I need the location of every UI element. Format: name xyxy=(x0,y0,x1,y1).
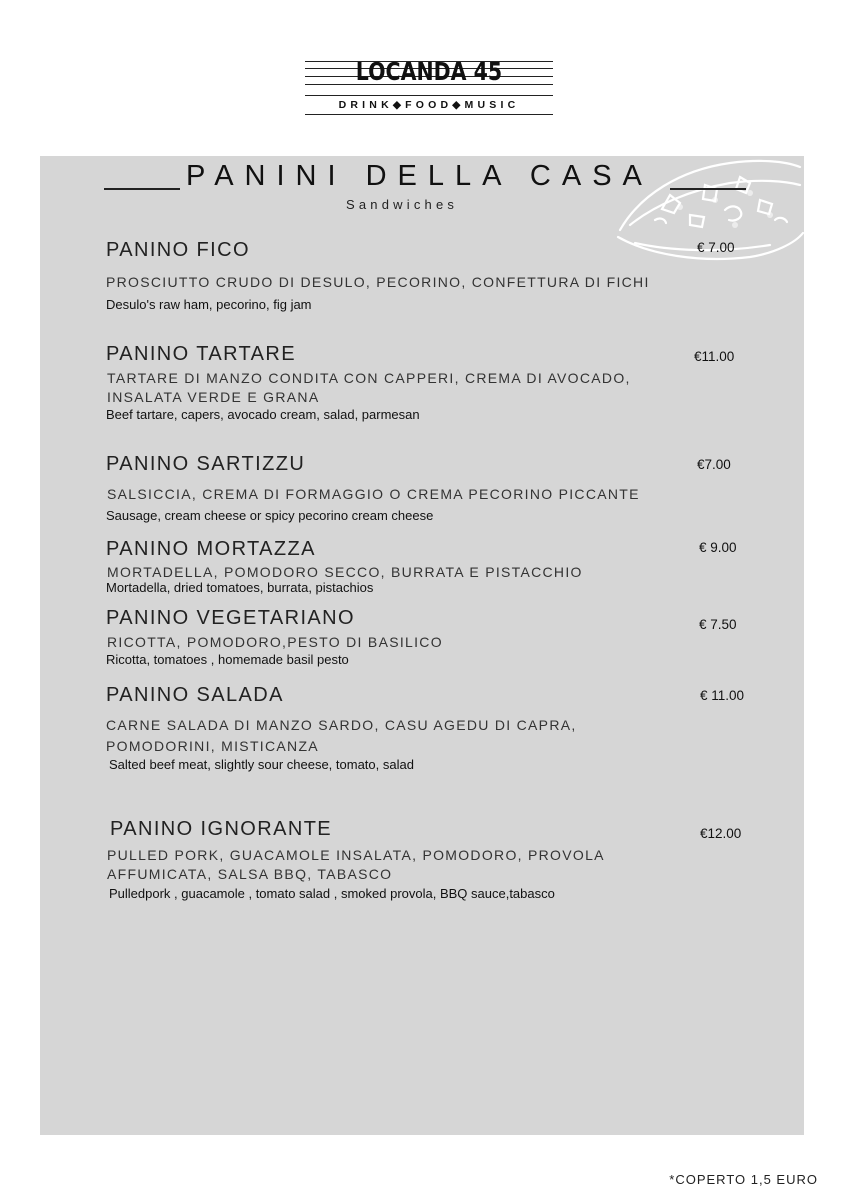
item-description-english: Pulledpork , guacamole , tomato salad , smoked provola, BBQ sauce,tabasco xyxy=(109,886,555,901)
item-name: PANINO SARTIZZU xyxy=(106,453,306,475)
item-name: PANINO IGNORANTE xyxy=(110,818,333,840)
item-price: €7.00 xyxy=(697,457,731,472)
item-description-english: Sausage, cream cheese or spicy pecorino cream cheese xyxy=(106,508,434,523)
cover-charge-note: *COPERTO 1,5 EURO xyxy=(669,1172,818,1187)
item-price: € 7.00 xyxy=(697,240,735,255)
item-price: €11.00 xyxy=(694,349,735,364)
item-description-english: Beef tartare, capers, avocado cream, salad, parmesan xyxy=(106,407,420,422)
item-price: € 11.00 xyxy=(700,688,745,703)
item-price: € 9.00 xyxy=(699,540,737,555)
logo xyxy=(305,55,553,117)
item-description-english: Desulo's raw ham, pecorino, fig jam xyxy=(106,297,312,312)
item-description-italian: PROSCIUTTO CRUDO DI DESULO, PECORINO, CONFETTURA DI FICHI xyxy=(106,274,650,290)
section-subtitle: Sandwiches xyxy=(346,197,459,212)
item-name: PANINO FICO xyxy=(106,239,250,261)
item-description-english: Mortadella, dried tomatoes, burrata, pistachios xyxy=(106,580,374,595)
section-title: PANINI DELLA CASA xyxy=(186,160,653,192)
logo-tagline: DRINK◆FOOD◆MUSIC xyxy=(338,99,520,111)
item-price: €12.00 xyxy=(700,826,742,841)
logo-name: LOCANDA 45 xyxy=(355,57,503,86)
item-name: PANINO TARTARE xyxy=(106,343,297,365)
item-description-italian: MORTADELLA, POMODORO SECCO, BURRATA E PISTACCHIO xyxy=(107,564,583,580)
item-description-italian: PULLED PORK, GUACAMOLE INSALATA, POMODORO, PROVOLA AFFUMICATA, SALSA BBQ, TABASCO xyxy=(107,847,605,882)
item-name: PANINO SALADA xyxy=(106,684,284,706)
item-description-english: Ricotta, tomatoes , homemade basil pesto xyxy=(106,652,349,667)
item-description-english: Salted beef meat, slightly sour cheese, tomato, salad xyxy=(109,757,414,772)
logo-rule xyxy=(305,114,553,115)
item-description-italian: SALSICCIA, CREMA DI FORMAGGIO O CREMA PECORINO PICCANTE xyxy=(107,486,640,502)
title-rule-left xyxy=(104,188,180,190)
item-description-italian: CARNE SALADA DI MANZO SARDO, CASU AGEDU DI CAPRA, POMODORINI, MISTICANZA xyxy=(106,717,577,754)
title-rule-right xyxy=(670,188,746,190)
item-description-italian: TARTARE DI MANZO CONDITA CON CAPPERI, CREMA DI AVOCADO, INSALATA VERDE E GRANA xyxy=(107,370,631,405)
item-name: PANINO MORTAZZA xyxy=(106,538,316,560)
item-name: PANINO VEGETARIANO xyxy=(106,607,355,629)
item-description-italian: RICOTTA, POMODORO,PESTO DI BASILICO xyxy=(107,634,443,650)
item-price: € 7.50 xyxy=(699,617,737,632)
logo-rule xyxy=(305,95,553,96)
